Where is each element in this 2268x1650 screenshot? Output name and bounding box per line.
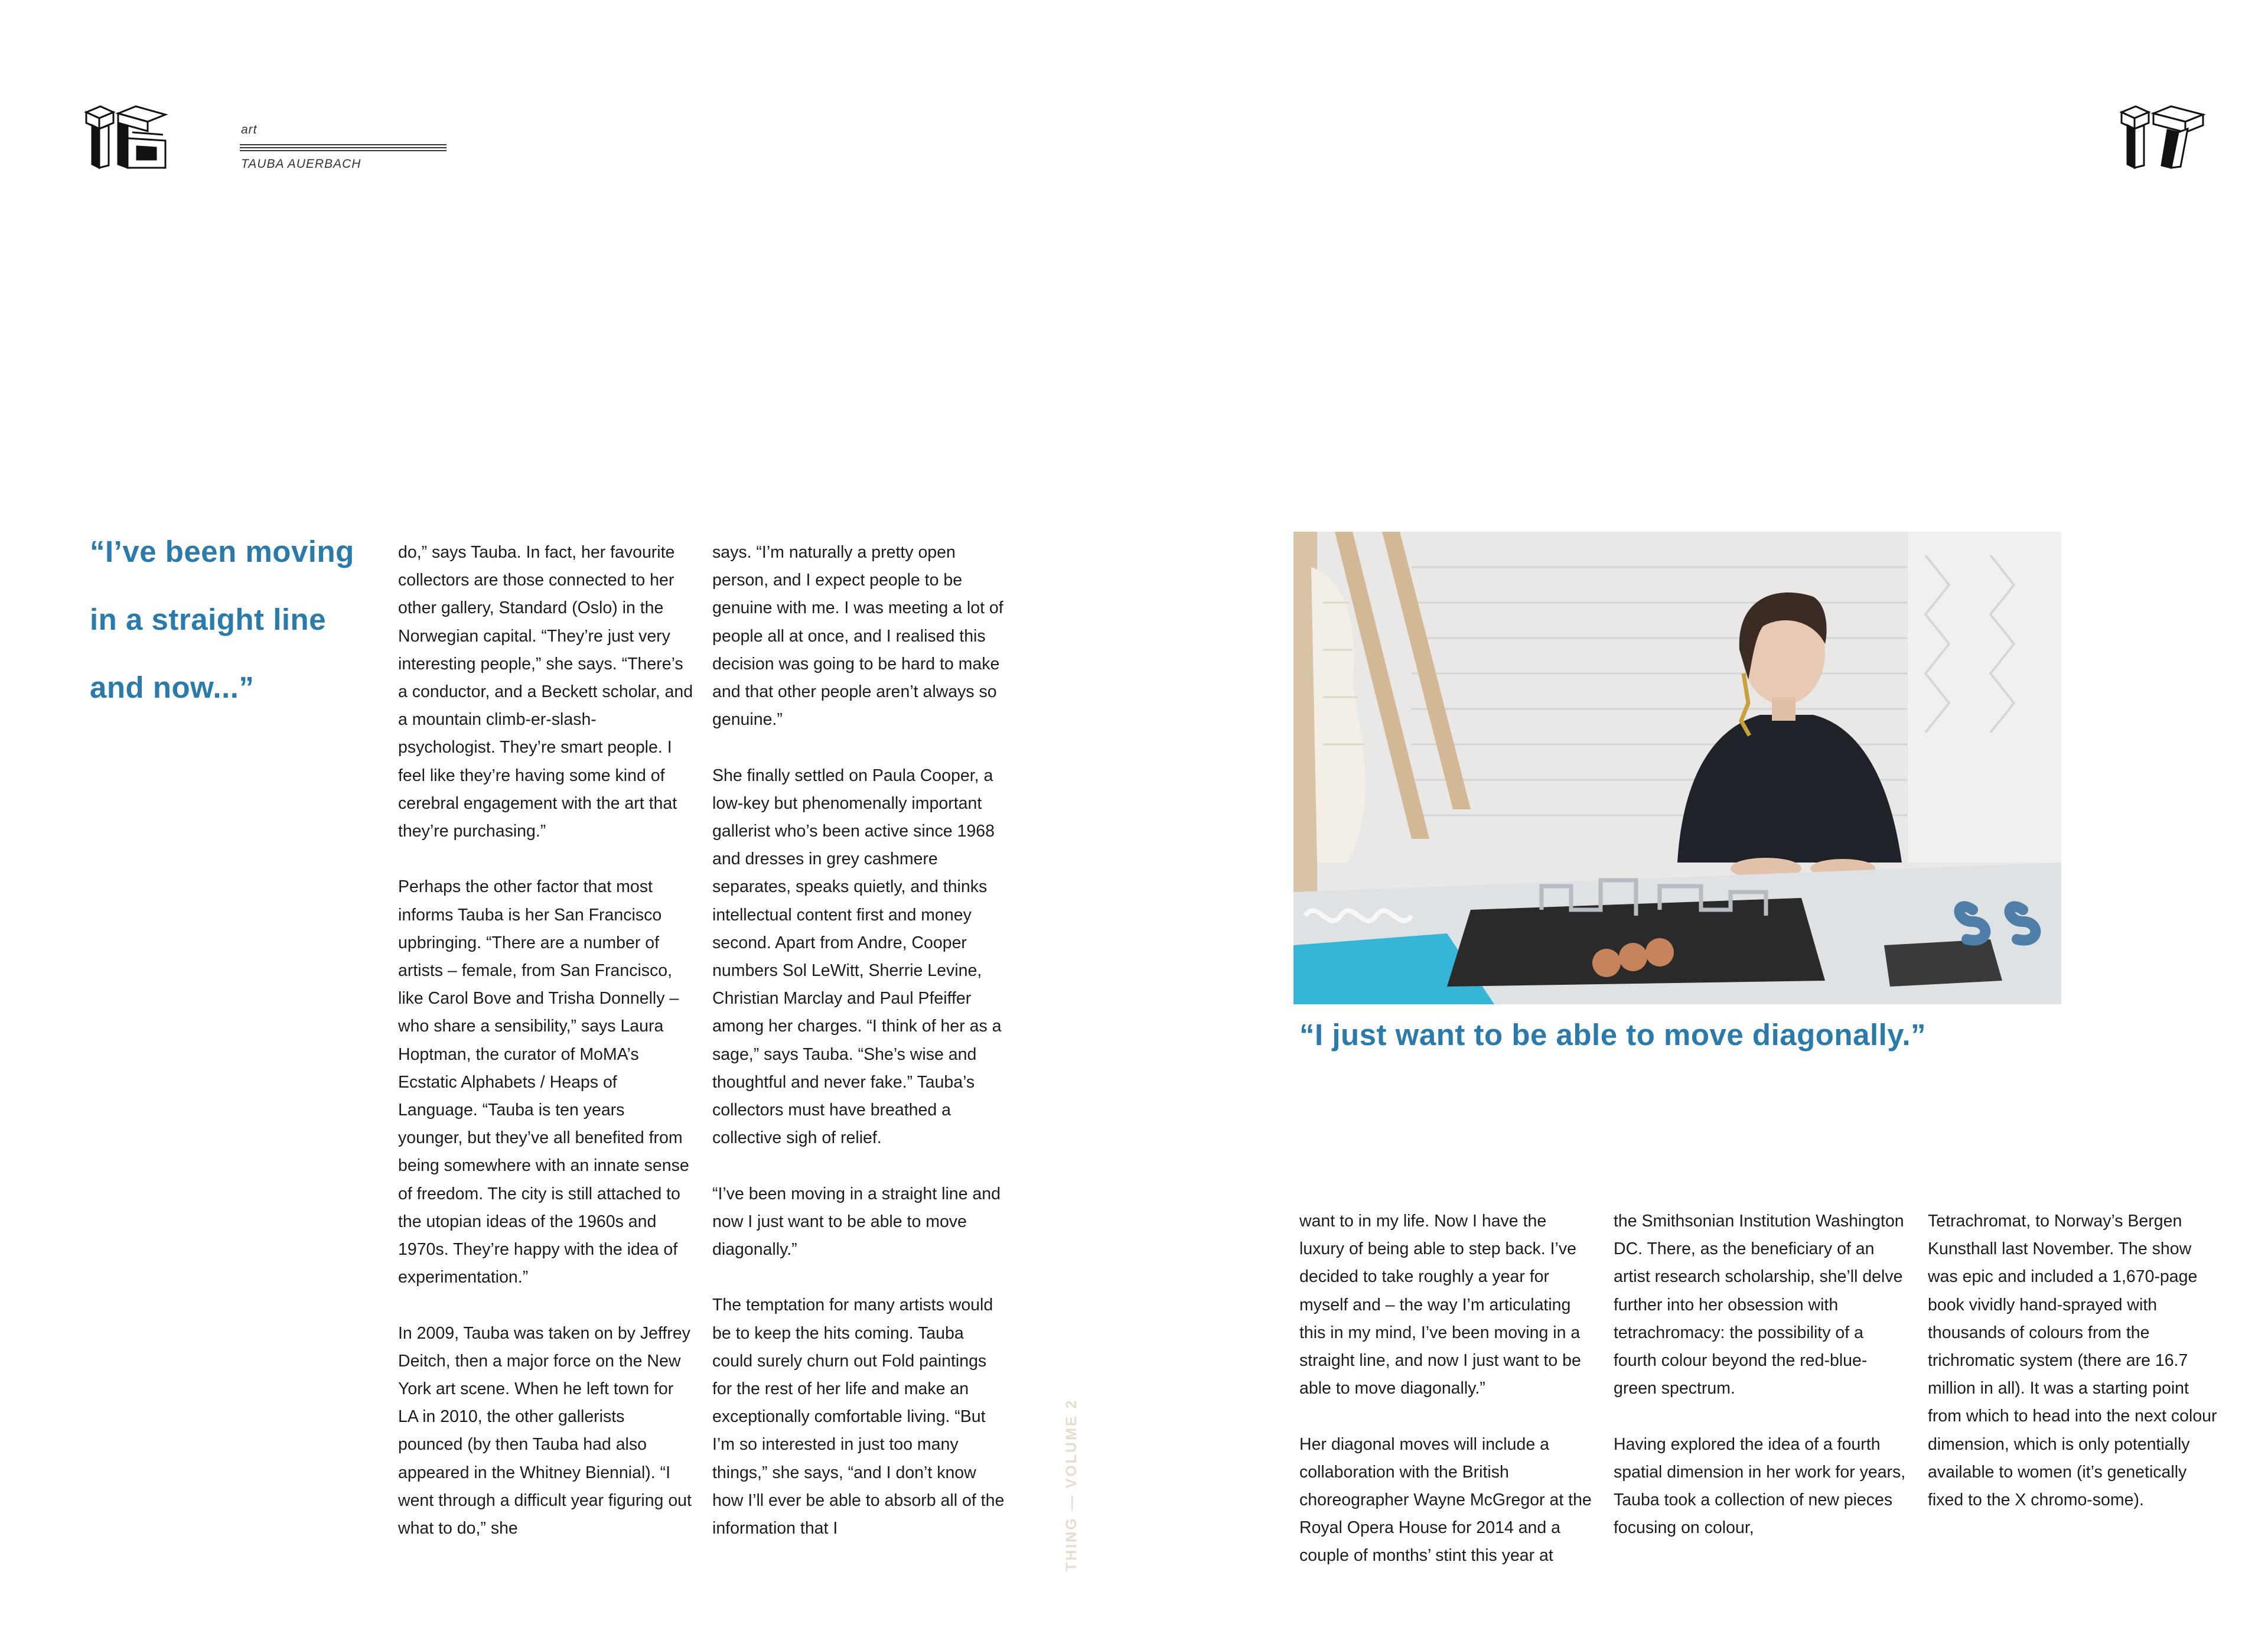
paragraph: Perhaps the other factor that most informs Tauba is her San Francisco upbringing. “There are a number of artists – female, from San Francisco, like Carol Bove and Trisha Donnelly – who share a sensibility,” says Laura Hoptman, the curator of MoMA’s Ecstatic Alphabets / Heaps of Language. “Tauba is ten years younger, but they’ve all benefited from being somewhere with an innate sense of freedom. The city is still attached to the utopian ideas of the 1960s and 1970s. They’re happy with the idea of experimentation.” [398,877,689,1287]
paragraph: want to in my life. Now I have the luxury of being able to step back. I’ve decided to take roughly a year for myself and – the way I’m articulating this in my mind, I’ve been moving in a straight line, and now I just want to be able to move diagonally.” [1299,1212,1581,1398]
paragraph: The temptation for many artists would be to keep the hits coming. Tauba could surely churn out Fold paintings for the rest of her life and make an exceptionally comfortable living. “But I’m so interested in just too many things,” she says, “and I don’t know how I’ll ever be able to absorb all of the information that I [712,1296,1005,1538]
body-column-4 [1614,1208,1909,1542]
paragraph: She finally settled on Paula Cooper, a low-key but phenomenally important gallerist who’s been active since 1968 and dresses in grey cashmere separates, speaks quietly, and thinks intellectual content first and money second. Apart from Andre, Cooper numbers Sol LeWitt, Sherrie Levine, Christian Marclay and Paul Pfeiffer among her charges. “I think of her as a sage,” says Tauba. “She’s wise and thoughtful and never fake.” Tauba’s collectors must have breathed a collective sigh of relief. [712,766,1002,1148]
section-divider [240,144,447,152]
body-column-5 [1928,1208,2223,1514]
page-number-left-logo [83,102,171,173]
pull-quote-line: “I’ve been moving [90,535,354,568]
paragraph: do,” says Tauba. In fact, her favourite collectors are those connected to her other gallery, Standard (Oslo) in the Norwegian capital. “They’re just very interesting people,” she says. “There’s a conductor, and a Beckett scholar, and a mountain climb-er-slash-psychologist. They’re smart people. I feel like they’re having some kind of cerebral engagement with the art that they’re purchasing.” [398,543,693,841]
left-pull-quote [90,518,385,721]
paragraph: In 2009, Tauba was taken on by Jeffrey Deitch, then a major force on the New York art scene. When he left town for LA in 2010, the other gallerists pounced (by then Tauba had also appeared in the Whitney Biennial). “I went through a difficult year figuring out what to do,” she [398,1323,692,1538]
paragraph: says. “I’m naturally a pretty open person, and I expect people to be genuine with me. I was meeting a lot of people all at once, and I realised this decision was going to be hard to make and that other people aren’t always so genuine.” [712,543,1003,730]
page-number-right-logo [2118,102,2207,173]
section-label: art [241,123,258,136]
pull-quote-line: and now...” [90,671,255,704]
artist-photo [1293,532,2061,1004]
body-column-2 [712,539,1008,1542]
paragraph: the Smithsonian Institution Washington DC. There, as the beneficiary of an artist research scholarship, she’ll delve further into her obsession with tetrachromacy: the possibility of a fourth colour beyond the red-blue-green spectrum. [1614,1212,1904,1398]
folio-vertical: THING — VOLUME 2 [1063,1398,1080,1571]
paragraph: “I’ve been moving in a straight line and now I just want to be able to move diagonally.” [712,1184,1001,1260]
paragraph: Tetrachromat, to Norway’s Bergen Kunsthall last November. The show was epic and included a 1,670-page book vividly hand-sprayed with thousands of colours from the trichromatic system (there are 16.7 million in all). It was a starting point from which to head into the next colour dimension, which is only potentially available to women (it’s genetically fixed to the X chromo-some). [1928,1212,2217,1510]
paragraph: Having explored the idea of a fourth spatial dimension in her work for years, Tauba took a collection of new pieces focusing on colour, [1614,1434,1906,1538]
pull-quote-line: in a straight line [90,603,327,636]
body-column-1 [398,539,693,1542]
body-column-3 [1299,1208,1595,1570]
right-pull-quote: “I just want to be able to move diagonally.” [1299,1018,1927,1052]
paragraph: Her diagonal moves will include a collaboration with the British choreographer Wayne McGregor at the Royal Opera House for 2014 and a couple of months’ stint this year at [1299,1434,1592,1566]
article-subject: TAUBA AUERBACH [241,157,361,171]
